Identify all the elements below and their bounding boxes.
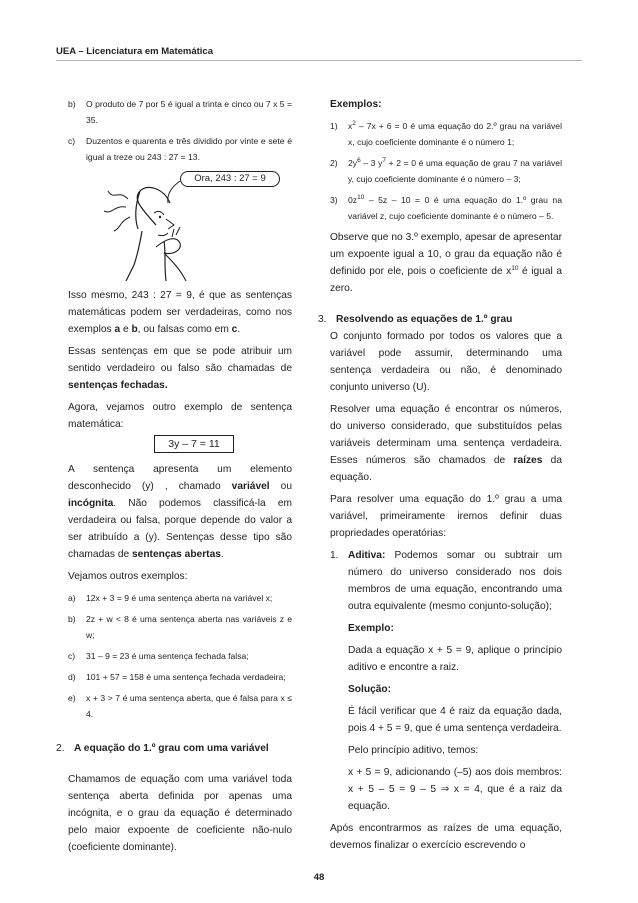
list-item: a) 12x + 3 = 9 é uma sentença aberta na variável x; — [68, 593, 273, 603]
paragraph: A sentença apresenta um elemento desconhecido (y) , chamado variável ou incógnita. Não podemos classificá-la em verdadeira ou falsa, porque depende do valor a ser atribuído a (y). Sentenças desse tipo são chamadas de sentenças abertas. — [68, 464, 292, 560]
paragraph: Resolver uma equação é encontrar os números, do universo considerado, que substituídos pelas variáveis determinam uma sentença verdadeira. Esses números são chamados de raízes da equação. — [330, 404, 562, 483]
paragraph: Para resolver uma equação do 1.º grau a uma variável, primeiramente iremos definir duas propriedades operatórias: — [330, 494, 562, 539]
paragraph: Agora, vejamos outro exemplo de sentença matemática: — [68, 402, 292, 430]
paragraph: Vejamos outros exemplos: — [68, 571, 188, 582]
list-item: b) 2z + w < 8 é uma sentença aberta nas variáveis z e w; — [68, 614, 292, 640]
paragraph: Essas sentenças em que se pode atribuir um sentido verdadeiro ou falso são chamadas de sentenças fechadas. — [68, 346, 292, 391]
examples-heading: Exemplos: — [330, 99, 382, 110]
list-item: b) O produto de 7 por 5 é igual a trinta e cinco ou 7 x 5 = 35. — [68, 99, 292, 125]
list-item: 3) $0z^{10} - 5z - 10 = 0$ é uma equação do 1.º grau na variável z, cujo coeficiente dominante é o número – 5. — [330, 194, 562, 221]
paragraph: O conjunto formado por todos os valores que a variável pode assumir, determinando uma sentença verdadeira ou não, é denominado conjunto universo (U). — [330, 331, 562, 393]
list-item: 1. Aditiva: Podemos somar ou subtrair um número do universo considerado nos dois membros de uma equação, encontrando uma outra equivalente (mesmo conjunto-solução); — [330, 550, 562, 612]
list-item: c) Duzentos e quarenta e três dividido por vinte e sete é igual a treze ou 243 : 27 = 13. — [68, 136, 292, 162]
header-divider — [56, 60, 582, 61]
paragraph: Chamamos de equação com uma variável toda sentença aberta definida por apenas uma incógnita, e o grau da equação é determinado pelo maior expoente de coeficiente não-nulo (coeficiente dominante). — [68, 774, 292, 853]
right-column — [318, 96, 562, 854]
section-heading: 2. A equação do 1.º grau com uma variável — [56, 743, 269, 754]
equation-box: 3y – 7 = 11 — [154, 435, 234, 453]
example-block: Exemplo: Dada a equação x + 5 = 9, aplique o princípio aditivo e encontre a raiz. Solução: É fácil verificar que 4 é raiz da equação dada, pois 4 + 5 = 9, que é uma sentença verdadeira. Pelo princípio aditivo, temos: x + 5 = 9, adicionando (–5) aos dois membros: x + 5 – 5 = 9 – 5 ⇒ x = 4, que é a raiz da equação. — [348, 623, 562, 812]
equation-box-wrap — [56, 434, 292, 453]
left-column — [56, 96, 292, 856]
paragraph: Isso mesmo, 243 : 27 = 9, é que as sentenças matemáticas podem ser verdadeiras, como nos exemplos a e b, ou falsas como em c. — [68, 290, 292, 335]
paragraph: Observe que no 3.º exemplo, apesar de apresentar um expoente igual a 10, o grau da equação não é definido por ele, pois o coeficiente de $x^{10}$ é igual a zero. — [330, 232, 562, 294]
thinking-person-illustration — [68, 169, 292, 281]
list-item: 1) $x^2 - 7x + 6 = 0$ é uma equação do 2.º grau na variável x, cujo coeficiente dominante é o número 1; — [330, 120, 562, 147]
list-item: e) x + 3 > 7 é uma sentença aberta, que é falsa para x ≤ 4. — [68, 693, 292, 719]
running-header: UEA – Licenciatura em Matemática — [56, 46, 213, 57]
list-item: c) 31 – 9 = 23 é uma sentença fechada falsa; — [68, 651, 249, 661]
list-item: 2) $2y^6 - 3$ $y^7 + 2 = 0$ é uma equação de grau 7 na variável y, cujo coeficiente dominante é o número – 3; — [330, 157, 562, 184]
page-number: 48 — [313, 872, 325, 883]
thought-bubble: Ora, 243 : 27 = 9 — [180, 171, 280, 187]
paragraph: Após encontrarmos as raízes de uma equação, devemos finalizar o exercício escrevendo o — [330, 823, 562, 851]
section-heading: 3. Resolvendo as equações de 1.º grau — [318, 314, 513, 325]
list-item: d) 101 + 57 = 158 é uma sentença fechada verdadeira; — [68, 672, 286, 682]
